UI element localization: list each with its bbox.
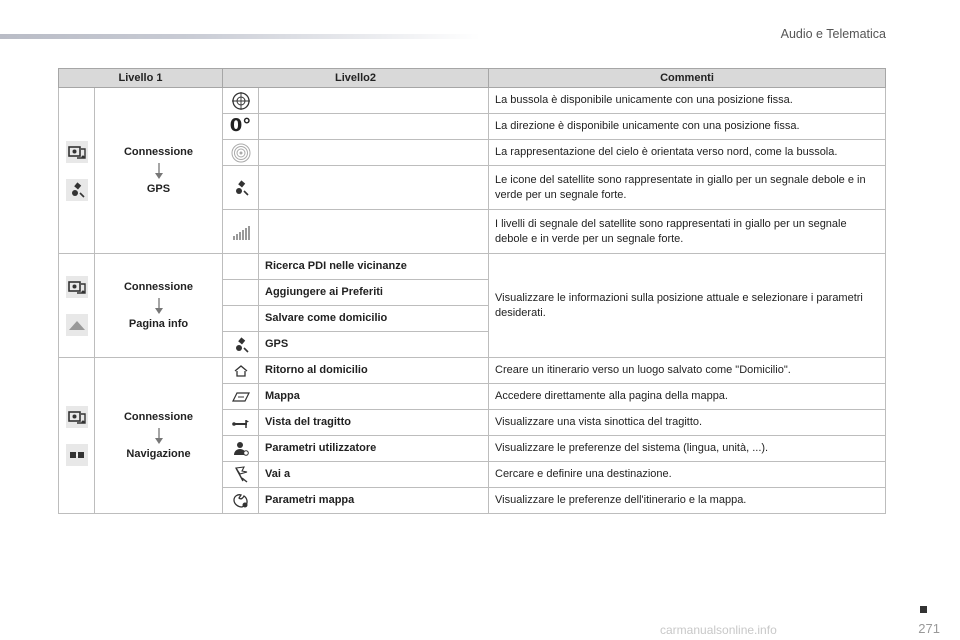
group-label-bottom: GPS (146, 182, 171, 195)
group-label-top: Connessione (123, 280, 194, 293)
group-icons-gps (59, 88, 95, 254)
group-label-nav (95, 358, 223, 514)
comment-cell: Creare un itinerario verso un luogo salvato come "Domicilio". (489, 358, 886, 384)
level2-cell: Salvare come domicilio (259, 306, 489, 332)
compass-icon (230, 90, 252, 112)
satellite-icon (230, 177, 252, 199)
satellite-icon (230, 334, 252, 356)
connection-icon (66, 406, 88, 428)
header-commenti: Commenti (489, 69, 886, 88)
signal-bars-icon (230, 221, 252, 243)
comment-cell: Visualizzare una vista sinottica del tragitto. (489, 410, 886, 436)
comment-cell: I livelli di segnale del satellite sono rappresentati in giallo per un segnale debole e in verde per un segnale forte. (489, 210, 886, 254)
level2-cell: Aggiungere ai Preferiti (259, 280, 489, 306)
level2-cell: Parametri utilizzatore (259, 436, 489, 462)
connection-icon (66, 276, 88, 298)
table-row (59, 88, 886, 114)
table-header-row (59, 69, 886, 88)
map-settings-icon (230, 490, 252, 512)
group-icons-info (59, 254, 95, 358)
satellite-icon (66, 179, 88, 201)
arrow-down-icon (154, 428, 164, 444)
degree-indicator: 0° (229, 114, 252, 136)
group-label-bottom: Navigazione (126, 447, 191, 460)
flag-icon (230, 464, 252, 486)
group-icons-nav (59, 358, 95, 514)
comment-cell: Cercare e definire una destinazione. (489, 462, 886, 488)
sky-view-icon (230, 142, 252, 164)
header-livello2: Livello2 (223, 69, 489, 88)
level2-cell: Parametri mappa (259, 488, 489, 514)
group-label-gps (95, 88, 223, 254)
group-label-top: Connessione (123, 145, 194, 158)
group-label-info (95, 254, 223, 358)
comment-cell-shared: Visualizzare le informazioni sulla posizione attuale e selezionare i parametri desiderati. (489, 254, 886, 358)
page-number: 271 (918, 621, 940, 636)
user-settings-icon (230, 438, 252, 460)
comment-cell: Visualizzare le preferenze dell'itinerario e la mappa. (489, 488, 886, 514)
arrow-down-icon (154, 298, 164, 314)
group-label-bottom: Pagina info (128, 317, 189, 330)
map-icon (230, 386, 252, 408)
level2-cell: Ritorno al domicilio (259, 358, 489, 384)
header-livello1: Livello 1 (59, 69, 223, 88)
comment-cell: La direzione è disponibile unicamente con una posizione fissa. (489, 114, 886, 140)
level2-cell: Vai a (259, 462, 489, 488)
section-title: Audio e Telematica (780, 27, 886, 41)
arrow-down-icon (154, 163, 164, 179)
level2-cell: GPS (259, 332, 489, 358)
group-label-top: Connessione (123, 410, 194, 423)
menu-table (58, 68, 886, 514)
table-row (59, 358, 886, 384)
comment-cell: La bussola è disponibile unicamente con una posizione fissa. (489, 88, 886, 114)
navigation-icon (66, 444, 88, 466)
route-icon (230, 412, 252, 434)
level2-cell: Vista del tragitto (259, 410, 489, 436)
watermark: carmanualsonline.info (660, 623, 777, 637)
level2-cell: Ricerca PDI nelle vicinanze (259, 254, 489, 280)
comment-cell: Accedere direttamente alla pagina della mappa. (489, 384, 886, 410)
comment-cell: La rappresentazione del cielo è orientata verso nord, come la bussola. (489, 140, 886, 166)
comment-cell: Le icone del satellite sono rappresentate in giallo per un segnale debole e in verde per un segnale forte. (489, 166, 886, 210)
table-row (59, 254, 886, 280)
connection-icon (66, 141, 88, 163)
page-marker (920, 606, 927, 613)
level2-cell: Mappa (259, 384, 489, 410)
comment-cell: Visualizzare le preferenze del sistema (lingua, unità, ...). (489, 436, 886, 462)
home-icon (230, 360, 252, 382)
header-decoration-bar (0, 34, 480, 39)
info-page-icon (66, 314, 88, 336)
